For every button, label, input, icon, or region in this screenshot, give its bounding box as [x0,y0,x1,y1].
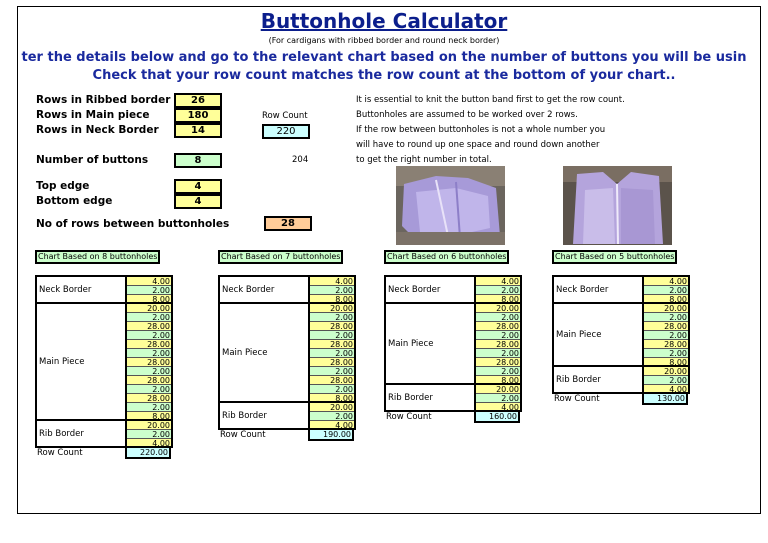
chart-value-cell: 28.00 [127,394,171,403]
bottom-edge-label: Bottom edge [36,195,113,207]
chart-row-count-label: Row Count [37,448,83,458]
chart-title: Chart Based on 8 buttonholes [35,250,160,264]
chart-row-count-label: Row Count [386,412,432,422]
main-piece-section-label: Main Piece [35,302,127,421]
bottom-edge-input[interactable]: 4 [174,194,222,209]
chart-value-cell: 8.00 [127,295,171,304]
rib-border-section-values [308,401,356,430]
chart-value-cell: 4.00 [476,403,520,412]
sheet-border-top [17,6,761,7]
neck-border-section-values [125,275,173,304]
chart-value-cell: 4.00 [310,421,354,430]
chart-value-cell: 4.00 [644,277,688,286]
chart-value-cell: 28.00 [644,340,688,349]
chart-value-cell: 20.00 [310,304,354,313]
rib-border-section-values [642,365,690,394]
chart-value-cell: 2.00 [644,376,688,385]
chart-row-count-value: 160.00 [474,410,520,423]
rib-border-section-label: Rib Border [218,401,310,430]
main-piece-input[interactable]: 180 [174,108,222,123]
note-line: will have to round up one space and round down another [356,140,600,150]
chart-value-cell: 2.00 [644,286,688,295]
chart-row-count-value: 190.00 [308,428,354,441]
neck-border-section-label: Neck Border [384,275,476,304]
top-edge-input[interactable]: 4 [174,179,222,194]
page-title: Buttonhole Calculator [260,9,508,33]
neck-border-section-values [474,275,522,304]
chart-value-cell: 2.00 [310,349,354,358]
chart-value-cell: 2.00 [644,349,688,358]
chart-value-cell: 28.00 [644,322,688,331]
chart-value-cell: 4.00 [310,277,354,286]
chart-value-cell: 2.00 [127,349,171,358]
chart-value-cell: 20.00 [310,403,354,412]
neck-border-label: Rows in Neck Border [36,124,159,136]
chart-row-count-value: 130.00 [642,392,688,405]
chart-value-cell: 2.00 [127,286,171,295]
chart-value-cell: 8.00 [476,376,520,385]
neck-border-section-label: Neck Border [35,275,127,304]
chart-value-cell: 4.00 [127,439,171,448]
chart-value-cell: 8.00 [476,295,520,304]
neck-border-section-values [308,275,356,304]
buttons-input[interactable]: 8 [174,153,222,168]
main-piece-label: Rows in Main piece [36,109,150,121]
row-count-value: 220 [262,124,310,139]
chart-value-cell: 2.00 [310,313,354,322]
chart-row-count-label: Row Count [554,394,600,404]
chart-value-cell: 20.00 [127,421,171,430]
rows-between-value: 28 [264,216,312,231]
note-line: to get the right number in total. [356,155,492,165]
chart-value-cell: 28.00 [476,340,520,349]
ribbed-border-input[interactable]: 26 [174,93,222,108]
chart-value-cell: 8.00 [310,295,354,304]
main-piece-section-label: Main Piece [384,302,476,385]
chart-value-cell: 2.00 [476,367,520,376]
chart-value-cell: 2.00 [127,367,171,376]
rib-border-section-label: Rib Border [384,383,476,412]
chart-value-cell: 28.00 [310,322,354,331]
chart-value-cell: 20.00 [476,385,520,394]
chart-row-count-label: Row Count [220,430,266,440]
chart-value-cell: 20.00 [644,367,688,376]
rib-border-section-values [474,383,522,412]
chart-value-cell: 20.00 [476,304,520,313]
chart-title: Chart Based on 6 buttonholes [384,250,509,264]
chart-row-count-value: 220.00 [125,446,171,459]
main-piece-section-values [474,302,522,385]
rib-border-section-values [125,419,173,448]
note-line: Buttonholes are assumed to be worked over 2 rows. [356,110,578,120]
instruction-line-1: ter the details below and go to the relevant chart based on the number of buttons you will be usin [21,50,747,65]
chart-value-cell: 2.00 [127,403,171,412]
chart-value-cell: 2.00 [127,313,171,322]
neck-border-section-label: Neck Border [218,275,310,304]
chart-value-cell: 8.00 [127,412,171,421]
chart-value-cell: 2.00 [127,430,171,439]
chart-value-cell: 4.00 [644,385,688,394]
chart-value-cell: 2.00 [310,367,354,376]
chart-title: Chart Based on 7 buttonholes [218,250,343,264]
neck-border-section-values [642,275,690,304]
neck-border-input[interactable]: 14 [174,123,222,138]
main-piece-section-values [125,302,173,421]
chart-value-cell: 2.00 [476,286,520,295]
chart-value-cell: 8.00 [310,394,354,403]
chart-value-cell: 2.00 [310,286,354,295]
chart-value-cell: 2.00 [644,331,688,340]
buttons-label: Number of buttons [36,154,149,166]
chart-value-cell: 4.00 [127,277,171,286]
instruction-line-2: Check that your row count matches the row count at the bottom of your chart.. [92,68,676,83]
chart-title: Chart Based on 5 buttonholes [552,250,677,264]
chart-value-cell: 4.00 [476,277,520,286]
row-count-label: Row Count [262,111,308,121]
chart-value-cell: 2.00 [127,385,171,394]
chart-value-cell: 2.00 [127,331,171,340]
page-subtitle: (For cardigans with ribbed border and round neck border) [268,36,500,45]
chart-value-cell: 20.00 [644,304,688,313]
main-piece-section-values [308,302,356,403]
main-piece-section-values [642,302,690,367]
chart-value-cell: 2.00 [476,313,520,322]
chart-value-cell: 28.00 [127,376,171,385]
chart-value-cell: 2.00 [644,313,688,322]
main-piece-section-label: Main Piece [218,302,310,403]
cardigan-photo [563,166,672,245]
ribbed-border-label: Rows in Ribbed border [36,94,171,106]
chart-value-cell: 28.00 [310,376,354,385]
chart-value-cell: 2.00 [310,385,354,394]
rib-border-section-label: Rib Border [35,419,127,448]
main-piece-section-label: Main Piece [552,302,644,367]
rows-subtotal: 204 [292,155,309,165]
top-edge-label: Top edge [36,180,90,192]
chart-value-cell: 8.00 [644,295,688,304]
rows-between-label: No of rows between buttonholes [36,218,230,230]
chart-value-cell: 28.00 [476,358,520,367]
neck-border-section-label: Neck Border [552,275,644,304]
chart-value-cell: 20.00 [127,304,171,313]
chart-value-cell: 2.00 [310,412,354,421]
chart-value-cell: 2.00 [476,394,520,403]
chart-value-cell: 2.00 [476,349,520,358]
chart-value-cell: 28.00 [127,340,171,349]
chart-value-cell: 28.00 [127,322,171,331]
note-line: It is essential to knit the button band first to get the row count. [356,95,625,105]
rib-border-section-label: Rib Border [552,365,644,394]
chart-value-cell: 28.00 [127,358,171,367]
note-line: If the row between buttonholes is not a whole number you [356,125,606,135]
cardigan-photo [396,166,505,245]
chart-value-cell: 2.00 [310,331,354,340]
chart-value-cell: 8.00 [644,358,688,367]
sheet-border-bottom [17,513,761,514]
chart-value-cell: 2.00 [476,331,520,340]
chart-value-cell: 28.00 [310,340,354,349]
chart-value-cell: 28.00 [310,358,354,367]
chart-value-cell: 28.00 [476,322,520,331]
